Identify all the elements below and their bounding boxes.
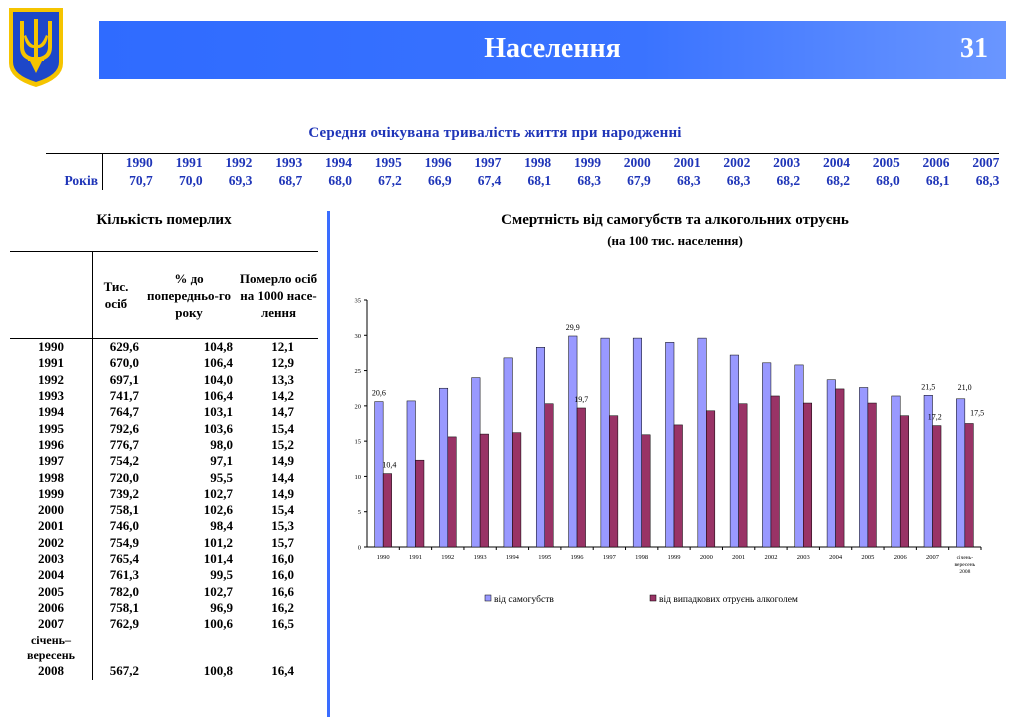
bar-alcohol [415,460,424,547]
x-tick-label: 1997 [602,554,616,561]
row-rate: 15,3 [271,518,294,534]
row-year: 1990 [10,339,93,356]
x-tick-label: 2007 [926,554,940,561]
row-rate: 14,2 [271,388,294,404]
data-label: 20,6 [371,388,386,398]
deaths-header-rate: Померло осіб на 1000 насе-лення [239,252,318,339]
row-rate: 12,1 [271,339,294,355]
x-tick-label: 2008 [959,569,971,575]
y-tick-label: 0 [357,544,361,552]
bar-suicide [730,355,739,547]
row-year: 2001 [10,518,93,534]
bar-suicide [536,347,545,547]
bar-suicide [569,336,578,547]
x-tick-label: 2002 [764,554,778,561]
deaths-header-thousands: Тис. осіб [93,252,140,339]
row-thousands: 764,7 [109,404,139,420]
y-tick-label: 15 [354,438,361,446]
row-year: 2004 [10,567,93,583]
bar-suicide [633,338,642,547]
row-percent: 99,5 [210,567,233,583]
row-year: 2006 [10,600,93,616]
row-rate: 15,4 [271,502,294,518]
data-label: 21,0 [957,382,972,392]
row-year: 1999 [10,486,93,502]
table-row [10,453,318,469]
table-row [10,339,318,356]
row-thousands: 670,0 [109,355,139,371]
legend-swatch [650,595,656,601]
row-rate: 16,5 [271,616,294,632]
life-expectancy-value: 68,2 [826,173,850,188]
bar-suicide [504,358,512,547]
bar-alcohol [900,416,909,547]
life-expectancy-year: 2001 [651,154,701,173]
table-row [10,616,318,632]
row-thousands: 765,4 [109,551,139,566]
row-percent: 103,1 [203,404,233,420]
row-percent: 100,8 [203,663,233,679]
row-rate [239,632,318,663]
life-expectancy-year: 1998 [501,154,551,173]
chart-subtitle: (на 100 тис. населення) [607,233,743,248]
row-percent: 95,5 [210,469,233,485]
life-expectancy-year: 1999 [551,154,601,173]
bar-alcohol [642,435,651,547]
life-expectancy-year: 2004 [800,154,850,173]
data-label: 10,4 [382,460,397,470]
bar-alcohol [706,411,715,547]
row-percent: 104,8 [203,339,233,355]
row-rate: 15,4 [271,420,294,436]
row-percent: 106,4 [203,355,233,371]
row-rate: 14,9 [271,485,294,501]
row-rate: 15,7 [271,534,294,550]
life-expectancy-year: 2005 [850,154,900,173]
row-thousands: 782,0 [109,583,139,599]
mortality-bar-chart [340,290,1010,620]
bar-suicide [762,363,771,547]
row-percent: 104,0 [203,371,233,387]
row-year: 2005 [10,583,93,599]
row-year: 1993 [10,388,93,404]
table-row [10,632,318,663]
row-year: 1994 [10,404,93,420]
data-label: 29,9 [565,322,580,332]
x-tick-label: 1999 [667,554,681,561]
x-tick-label: 1994 [505,554,519,561]
table-row [10,583,318,599]
bar-suicide [956,399,965,547]
life-expectancy-value: 68,3 [975,173,1000,188]
row-year: 1991 [10,355,93,371]
row-rate: 14,9 [271,453,294,469]
row-year: 2003 [10,551,93,567]
table-row [10,518,318,534]
row-percent: 103,6 [203,420,233,436]
life-expectancy-year: 1996 [402,154,452,173]
legend-label: від випадкових отруєнь алкоголем [659,595,798,605]
bar-alcohol [771,396,780,547]
life-expectancy-year: 2002 [701,154,751,173]
life-expectancy-value: 67,2 [378,173,402,188]
life-expectancy-value: 68,3 [577,173,601,188]
legend-swatch [485,595,491,601]
life-expectancy-title: Середня очікувана тривалість життя при народженні [308,125,682,141]
table-row [10,437,318,453]
row-rate: 14,7 [271,404,294,420]
y-tick-label: 35 [354,297,361,305]
bar-alcohol [480,434,489,547]
row-percent: 106,4 [203,388,233,404]
data-label: 17,5 [970,408,985,418]
life-expectancy-row-label: Років [46,172,103,190]
life-expectancy-year: 1991 [153,154,203,173]
y-tick-label: 20 [354,403,361,411]
life-expectancy-value: 68,1 [925,173,950,188]
deaths-table [10,251,318,680]
life-expectancy-year: 1995 [352,154,402,173]
legend-label: від самогубств [494,595,554,605]
y-tick-label: 25 [354,368,361,376]
row-thousands [93,632,140,663]
life-expectancy-year: 2007 [950,154,1000,173]
bar-suicide [698,338,707,547]
row-rate: 16,6 [271,583,294,599]
bar-suicide [407,401,416,547]
x-tick-label: 2001 [732,554,746,561]
life-expectancy-value: 67,9 [627,173,651,188]
row-year: 1998 [10,469,93,485]
trident-emblem-icon [6,5,66,89]
x-tick-label: 1992 [441,554,455,561]
row-percent: 98,4 [210,518,233,534]
bar-suicide [601,338,610,547]
data-label: 21,5 [921,382,936,392]
row-rate: 15,2 [271,436,294,452]
bar-suicide [439,388,448,547]
row-thousands: 720,0 [109,469,139,485]
row-thousands: 792,6 [109,420,139,436]
table-row [10,388,318,404]
row-percent: 101,2 [203,534,233,550]
row-thousands: 758,1 [109,599,139,615]
table-row [10,355,318,371]
life-expectancy-year: 1994 [302,154,352,173]
x-tick-label: 2005 [861,554,875,561]
x-tick-label: 2006 [893,554,907,561]
bar-suicide [795,365,804,547]
row-percent: 102,7 [203,583,233,599]
life-expectancy-value: 68,2 [776,173,801,188]
bar-suicide [472,378,481,547]
life-expectancy-year: 1993 [252,154,302,173]
row-percent: 100,6 [203,616,233,632]
life-expectancy-value: 68,0 [328,173,352,188]
row-thousands: 754,2 [109,453,139,469]
life-expectancy-value: 68,1 [527,173,552,188]
life-expectancy-year: 1997 [452,154,502,173]
page-number: 31 [960,33,988,64]
row-thousands: 629,6 [109,339,139,355]
row-year: 2007 [10,616,93,632]
table-row [10,502,318,518]
table-row [10,567,318,583]
life-expectancy-year: 1990 [103,154,153,173]
row-year: січень–вересень [10,632,93,663]
life-expectancy-table [46,153,999,190]
row-year: 1992 [10,372,93,388]
row-rate: 13,3 [271,371,294,387]
row-year: 1996 [10,437,93,453]
life-expectancy-value: 68,0 [876,173,900,188]
row-rate: 16,2 [271,599,294,615]
bar-alcohol [933,426,942,547]
life-expectancy-value: 68,3 [676,173,701,188]
table-row [10,420,318,436]
table-row [10,486,318,502]
row-thousands: 697,1 [109,371,139,387]
x-tick-label: 2004 [829,554,843,561]
x-tick-label: 1996 [570,554,584,561]
y-tick-label: 30 [354,332,361,340]
life-expectancy-value: 70,7 [129,173,153,188]
deaths-header-year [10,252,93,339]
life-expectancy-year: 2006 [900,154,950,173]
bar-alcohol [836,389,845,547]
table-row [10,404,318,420]
bar-alcohol [868,403,877,547]
x-tick-label: 1998 [635,554,649,561]
row-thousands: 746,0 [109,518,139,534]
header-banner [99,21,1006,79]
x-tick-label: 1993 [473,554,487,561]
row-year: 2002 [10,535,93,551]
row-percent: 98,0 [210,436,233,452]
row-year: 2008 [10,663,93,679]
life-expectancy-value: 68,7 [278,173,303,188]
row-thousands: 758,1 [109,502,139,518]
row-percent: 97,1 [210,453,233,469]
x-tick-label: 1995 [538,554,552,561]
row-percent: 102,6 [203,502,233,518]
deaths-title: Кількість померлих [96,212,232,228]
table-row [10,372,318,388]
bar-alcohol [609,416,618,547]
row-percent: 96,9 [210,599,233,615]
bar-alcohol [383,474,392,547]
x-tick-label: 2000 [699,554,713,561]
chart-title: Смертність від самогубств та алкогольних отруєнь [501,212,849,228]
deaths-header-percent: % до попередньо-го року [139,252,239,339]
row-rate: 16,0 [271,551,294,566]
row-thousands: 739,2 [109,485,139,501]
page-title: Населення [484,33,621,64]
life-expectancy-year: 2003 [750,154,800,173]
row-percent: 102,7 [203,485,233,501]
table-row [10,469,318,485]
bar-alcohol [674,425,683,547]
table-row [10,663,318,679]
bar-suicide [375,402,384,547]
row-thousands: 761,3 [109,567,139,583]
bar-alcohol [448,437,457,547]
row-rate: 12,9 [271,355,294,371]
row-percent: 101,4 [203,551,233,566]
row-thousands: 776,7 [109,436,139,452]
y-tick-label: 5 [357,509,361,517]
bar-alcohol [739,404,748,547]
x-tick-label: 1991 [408,554,422,561]
table-row [10,551,318,567]
bar-alcohol [577,408,586,547]
x-tick-label: січень- [956,555,974,561]
life-expectancy-value: 67,4 [477,173,502,188]
row-rate: 14,4 [271,469,294,485]
bar-suicide [859,388,868,547]
life-expectancy-value: 69,3 [228,173,253,188]
row-rate: 16,0 [271,567,294,583]
row-year: 1997 [10,453,93,469]
bar-suicide [892,396,901,547]
data-label: 17,2 [927,412,942,422]
table-row [10,535,318,551]
row-year: 2000 [10,502,93,518]
row-rate: 16,4 [271,663,294,679]
row-percent [139,632,239,663]
bar-alcohol [545,404,554,547]
x-tick-label: 1990 [376,554,390,561]
row-thousands: 754,9 [109,534,139,550]
y-tick-label: 10 [354,473,361,481]
row-thousands: 762,9 [109,616,139,632]
bar-suicide [666,342,675,547]
data-label: 19,7 [574,394,589,404]
life-expectancy-value: 66,9 [427,173,452,188]
row-year: 1995 [10,420,93,436]
bar-alcohol [803,403,812,547]
life-expectancy-value: 70,0 [178,173,203,188]
x-tick-label: вересень [954,562,976,568]
life-expectancy-year: 1992 [203,154,253,173]
table-row [10,600,318,616]
row-thousands: 567,2 [109,663,139,679]
life-expectancy-year: 2000 [601,154,651,173]
life-expectancy-value: 68,3 [726,173,751,188]
bar-alcohol [512,433,521,547]
row-thousands: 741,7 [109,388,139,404]
bar-alcohol [965,424,974,548]
vertical-divider [327,211,330,717]
x-tick-label: 2003 [796,554,810,561]
bar-suicide [827,380,836,547]
